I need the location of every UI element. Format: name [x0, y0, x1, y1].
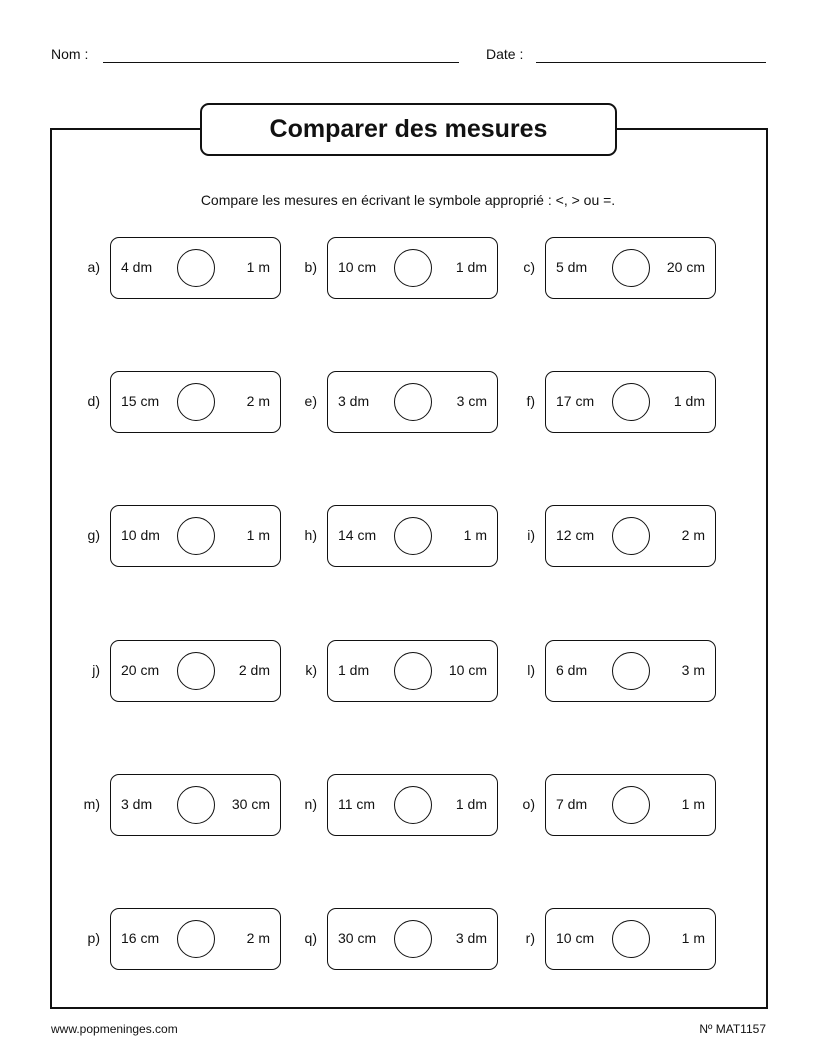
instruction-text: Compare les mesures en écrivant le symbole approprié : <, > ou =.: [200, 192, 616, 208]
answer-circle[interactable]: [612, 786, 650, 824]
exercise-box: [327, 237, 498, 299]
answer-circle[interactable]: [177, 786, 215, 824]
exercise-label: m): [83, 796, 100, 812]
exercise-label: l): [527, 662, 535, 678]
answer-circle[interactable]: [612, 383, 650, 421]
exercise-box: [545, 908, 716, 970]
right-measure: 2 m: [246, 393, 270, 409]
exercise-label: h): [304, 527, 317, 543]
right-measure: 2 m: [681, 527, 705, 543]
exercise-box: [110, 237, 281, 299]
exercise-label: o): [522, 796, 535, 812]
exercise-label: i): [527, 527, 535, 543]
exercise-box: [545, 774, 716, 836]
left-measure: 10 cm: [556, 930, 595, 946]
exercise-box: [327, 774, 498, 836]
exercise-label: f): [526, 393, 535, 409]
left-measure: 12 cm: [556, 527, 595, 543]
right-measure: 10 cm: [448, 662, 487, 678]
answer-circle[interactable]: [177, 517, 215, 555]
answer-circle[interactable]: [394, 652, 432, 690]
exercise-box: [545, 640, 716, 702]
exercise-box: [110, 640, 281, 702]
left-measure: 6 dm: [556, 662, 588, 678]
answer-circle[interactable]: [177, 920, 215, 958]
right-measure: 3 dm: [455, 930, 487, 946]
left-measure: 1 dm: [338, 662, 370, 678]
answer-circle[interactable]: [394, 249, 432, 287]
exercise-box: [545, 237, 716, 299]
left-measure: 15 cm: [121, 393, 160, 409]
right-measure: 1 m: [681, 930, 705, 946]
exercise-label: d): [87, 393, 100, 409]
right-measure: 3 m: [681, 662, 705, 678]
exercise-box: [327, 505, 498, 567]
left-measure: 5 dm: [556, 259, 588, 275]
exercise-box: [327, 640, 498, 702]
left-measure: 10 cm: [338, 259, 377, 275]
answer-circle[interactable]: [394, 517, 432, 555]
left-measure: 4 dm: [121, 259, 153, 275]
left-measure: 17 cm: [556, 393, 595, 409]
answer-circle[interactable]: [612, 920, 650, 958]
exercise-label: k): [305, 662, 317, 678]
right-measure: 1 m: [246, 259, 270, 275]
answer-circle[interactable]: [394, 920, 432, 958]
exercise-box: [110, 505, 281, 567]
left-measure: 3 dm: [121, 796, 153, 812]
left-measure: 16 cm: [121, 930, 160, 946]
left-measure: 20 cm: [121, 662, 160, 678]
answer-circle[interactable]: [612, 652, 650, 690]
answer-circle[interactable]: [394, 383, 432, 421]
exercise-label: q): [304, 930, 317, 946]
right-measure: 30 cm: [231, 796, 270, 812]
right-measure: 3 cm: [456, 393, 487, 409]
right-measure: 1 m: [463, 527, 487, 543]
exercise-box: [110, 774, 281, 836]
answer-circle[interactable]: [177, 652, 215, 690]
answer-circle[interactable]: [177, 249, 215, 287]
right-measure: 1 dm: [455, 796, 487, 812]
exercise-box: [545, 505, 716, 567]
answer-circle[interactable]: [612, 517, 650, 555]
exercise-label: n): [304, 796, 317, 812]
right-measure: 1 dm: [673, 393, 705, 409]
right-measure: 1 m: [246, 527, 270, 543]
page-title: Comparer des mesures: [200, 103, 617, 156]
left-measure: 7 dm: [556, 796, 588, 812]
exercise-box: [110, 371, 281, 433]
left-measure: 11 cm: [338, 796, 376, 812]
answer-circle[interactable]: [177, 383, 215, 421]
left-measure: 14 cm: [338, 527, 377, 543]
right-measure: 1 dm: [455, 259, 487, 275]
date-field[interactable]: [536, 62, 766, 63]
exercise-label: j): [92, 662, 100, 678]
date-label: Date :: [486, 46, 524, 62]
exercise-label: g): [87, 527, 100, 543]
exercise-label: r): [525, 930, 535, 946]
answer-circle[interactable]: [394, 786, 432, 824]
exercise-label: e): [304, 393, 317, 409]
left-measure: 10 dm: [121, 527, 160, 543]
name-label: Nom :: [51, 46, 89, 62]
exercise-box: [545, 371, 716, 433]
right-measure: 20 cm: [666, 259, 705, 275]
left-measure: 30 cm: [338, 930, 377, 946]
exercise-box: [110, 908, 281, 970]
footer-website: www.popmeninges.com: [51, 1022, 178, 1036]
name-field[interactable]: [103, 62, 459, 63]
exercise-label: a): [87, 259, 100, 275]
right-measure: 2 dm: [238, 662, 270, 678]
footer-code: Nº MAT1157: [699, 1022, 766, 1036]
right-measure: 1 m: [681, 796, 705, 812]
exercise-label: p): [87, 930, 100, 946]
exercise-box: [327, 908, 498, 970]
answer-circle[interactable]: [612, 249, 650, 287]
exercise-label: b): [304, 259, 317, 275]
exercise-box: [327, 371, 498, 433]
right-measure: 2 m: [246, 930, 270, 946]
exercise-label: c): [523, 259, 535, 275]
left-measure: 3 dm: [338, 393, 370, 409]
